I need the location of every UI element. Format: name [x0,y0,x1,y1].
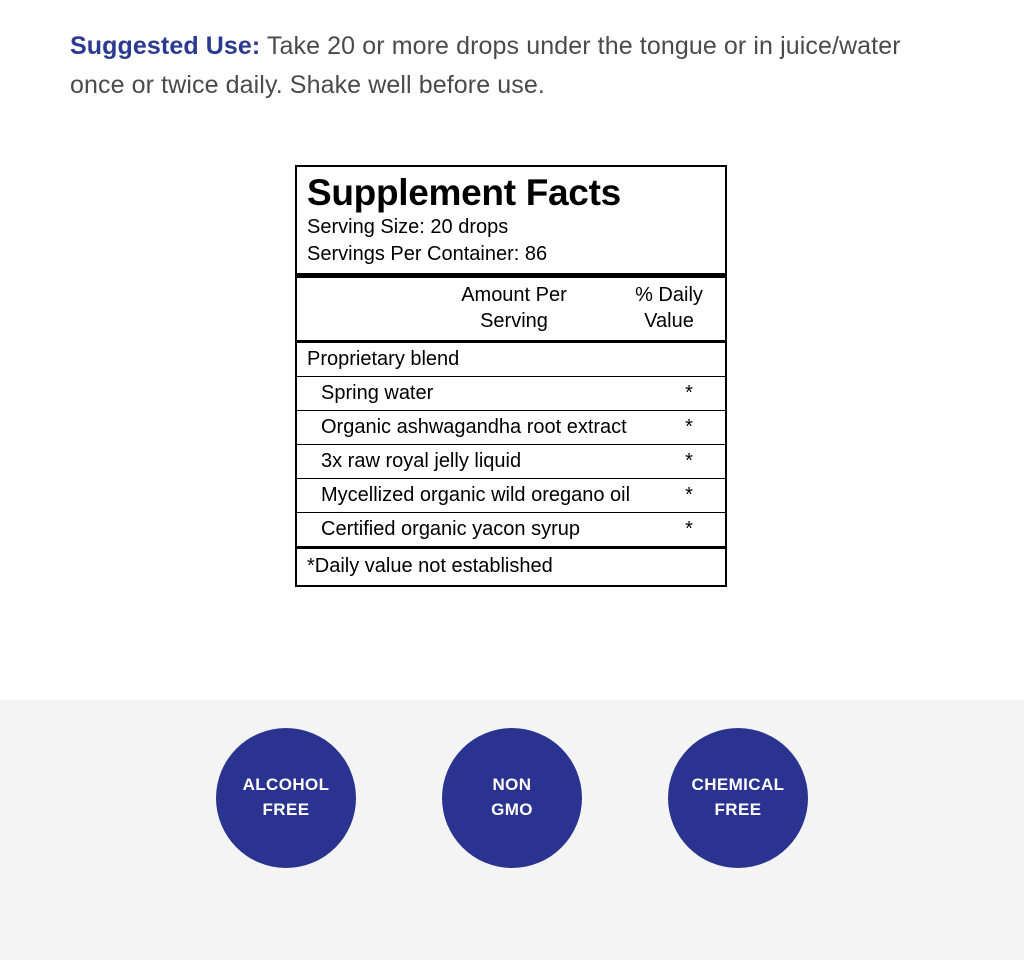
badge-non-gmo [442,728,582,868]
amount-per-serving-header [409,282,619,334]
ingredient-daily-value: * [685,382,693,405]
badge-line2: GMO [491,800,533,819]
ingredient-name: Spring water [321,382,434,405]
servings-per-container: Servings Per Container: 86 [307,243,548,266]
badge-chemical-free [668,728,808,868]
ingredient-daily-value: * [685,484,693,507]
daily-value-footnote: *Daily value not established [307,555,553,578]
proprietary-blend-row: Proprietary blend [307,348,460,371]
badge-line2: FREE [714,800,762,819]
suggested-use-paragraph [0,25,1024,105]
suggested-use-label: Suggested Use: [70,32,261,60]
table-row [297,445,725,478]
badge-line1: ALCOHOL [242,775,330,795]
ingredient-daily-value: * [685,450,693,473]
suggested-use-text: Take 20 or more drops under the tongue or in juice/water once or twice daily. Shake well before use. [70,32,901,99]
badges-row [0,728,1024,868]
badge-line1: CHEMICAL [691,775,785,795]
ingredient-daily-value: * [685,416,693,439]
supplement-facts-title: Supplement Facts [307,172,621,213]
serving-info [297,212,725,273]
badge-alcohol-free [216,728,356,868]
table-row [297,479,725,512]
table-row [297,513,725,546]
ingredient-daily-value: * [685,518,693,541]
serving-size: Serving Size: 20 drops [307,216,509,239]
ingredient-name: Mycellized organic wild oregano oil [321,484,631,507]
ingredient-name: Organic ashwagandha root extract [321,416,627,439]
badge-line2: FREE [262,800,310,819]
amount-per-serving-line2: Serving [480,310,548,333]
supplement-facts-panel [295,165,727,587]
table-row [297,411,725,444]
daily-value-line2: Value [644,310,694,333]
ingredient-name: Certified organic yacon syrup [321,518,581,541]
badge-line1: NON [492,775,532,795]
amount-per-serving-line1: Amount Per [461,284,567,307]
daily-value-line1: % Daily [635,284,703,307]
column-headers [297,278,725,340]
supplement-facts-box [295,165,727,587]
daily-value-header [619,282,719,334]
table-row [297,377,725,410]
badges-strip [0,700,1024,960]
ingredient-name: 3x raw royal jelly liquid [321,450,522,473]
